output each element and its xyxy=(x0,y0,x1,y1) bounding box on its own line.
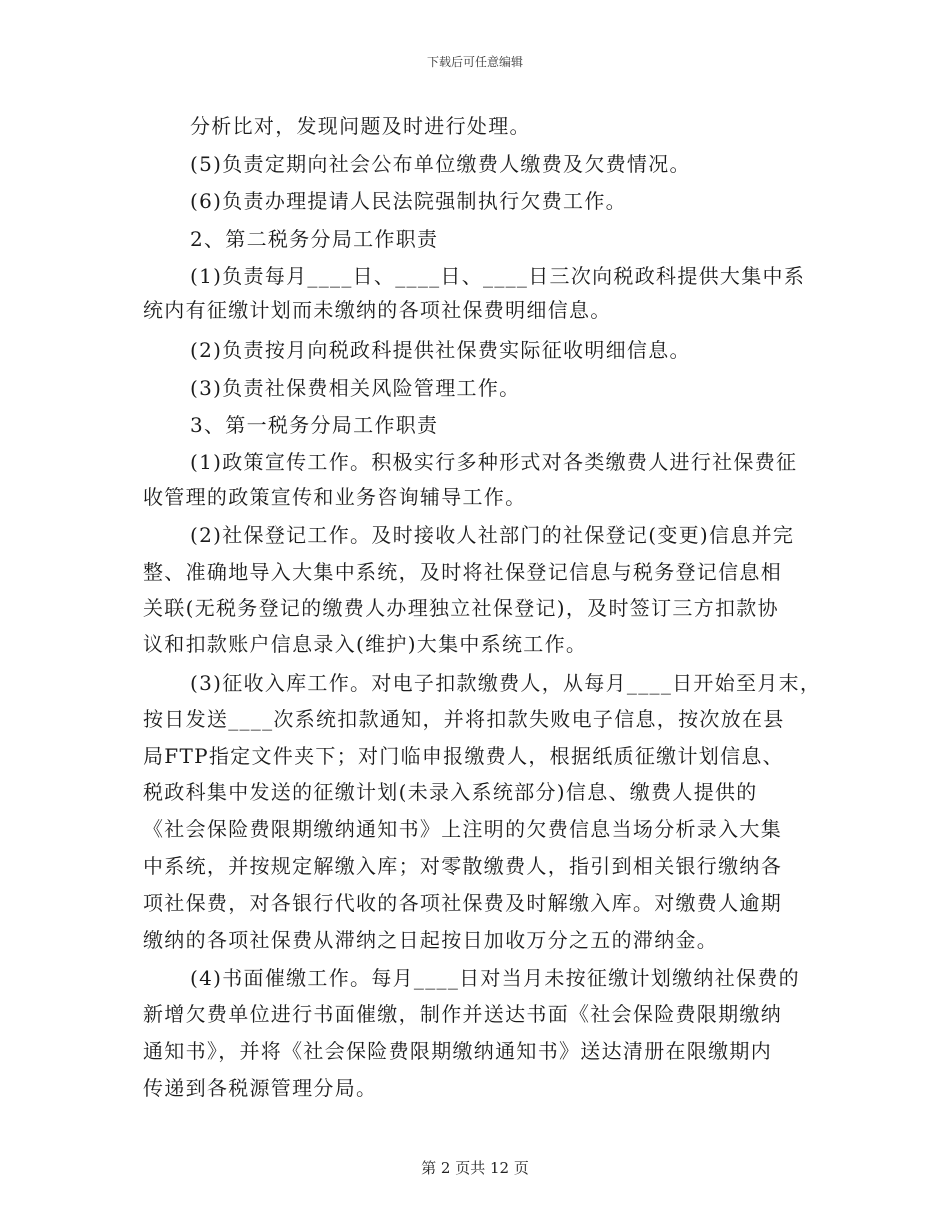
text-line: 统内有征缴计划而未缴纳的各项社保费明细信息。 xyxy=(143,298,612,322)
text-line: 通知书》，并将《社会保险费限期缴纳通知书》送达清册在限缴期内 xyxy=(143,1039,772,1063)
section-heading: 2、第二税务分局工作职责 xyxy=(190,227,439,251)
page-number: 第 2 页共 12 页 xyxy=(421,1159,529,1177)
text-line: 传递到各税源管理分局。 xyxy=(143,1076,378,1100)
text-line: 缴纳的各项社保费从滞纳之日起按日加收万分之五的滞纳金。 xyxy=(143,928,719,952)
text-line: 整、准确地导入大集中系统，及时将社保登记信息与税务登记信息相 xyxy=(143,560,782,584)
text-line: 税政科集中发送的征缴计划(未录入系统部分)信息、缴费人提供的 xyxy=(143,780,758,804)
text-line: 中系统，并按规定解缴入库；对零散缴费人，指引到相关银行缴纳各 xyxy=(143,854,782,878)
text-line: 关联(无税务登记的缴费人办理独立社保登记)，及时签订三方扣款协 xyxy=(143,596,779,620)
text-line: 分析比对，发现问题及时进行处理。 xyxy=(190,114,531,138)
text-line: (1)政策宣传工作。积极实行多种形式对各类缴费人进行社保费征 xyxy=(190,450,798,474)
text-line: 《社会保险费限期缴纳通知书》上注明的欠费信息当场分析录入大集 xyxy=(143,817,782,841)
text-line: (4)书面催缴工作。每月____日对当月未按征缴计划缴纳社保费的 xyxy=(190,966,800,990)
page-header-note: 下载后可任意编辑 xyxy=(426,55,523,69)
section-heading: 3、第一税务分局工作职责 xyxy=(190,413,439,437)
text-line: 项社保费，对各银行代收的各项社保费及时解缴入库。对缴费人逾期 xyxy=(143,891,782,915)
text-line: (1)负责每月____日、____日、____日三次向税政科提供大集中系 xyxy=(190,264,806,288)
text-line: (5)负责定期向社会公布单位缴费人缴费及欠费情况。 xyxy=(190,152,691,176)
text-line: (3)负责社保费相关风险管理工作。 xyxy=(190,376,521,400)
text-line: 议和扣款账户信息录入(维护)大集中系统工作。 xyxy=(143,632,588,656)
text-line: (2)社保登记工作。及时接收人社部门的社保登记(变更)信息并完 xyxy=(190,523,795,547)
text-line: (2)负责按月向税政科提供社保费实际征收明细信息。 xyxy=(190,338,691,362)
text-line: 按日发送____次系统扣款通知，并将扣款失败电子信息，按次放在县 xyxy=(143,707,785,731)
text-line: 局FTP指定文件夹下；对门临申报缴费人，根据纸质征缴计划信息、 xyxy=(143,744,784,768)
text-line: 收管理的政策宣传和业务咨询辅导工作。 xyxy=(143,485,527,509)
text-line: 新增欠费单位进行书面催缴，制作并送达书面《社会保险费限期缴纳 xyxy=(143,1002,782,1026)
text-line: (6)负责办理提请人民法院强制执行欠费工作。 xyxy=(190,189,627,213)
text-line: (3)征收入库工作。对电子扣款缴费人，从每月____日开始至月末， xyxy=(190,671,822,695)
